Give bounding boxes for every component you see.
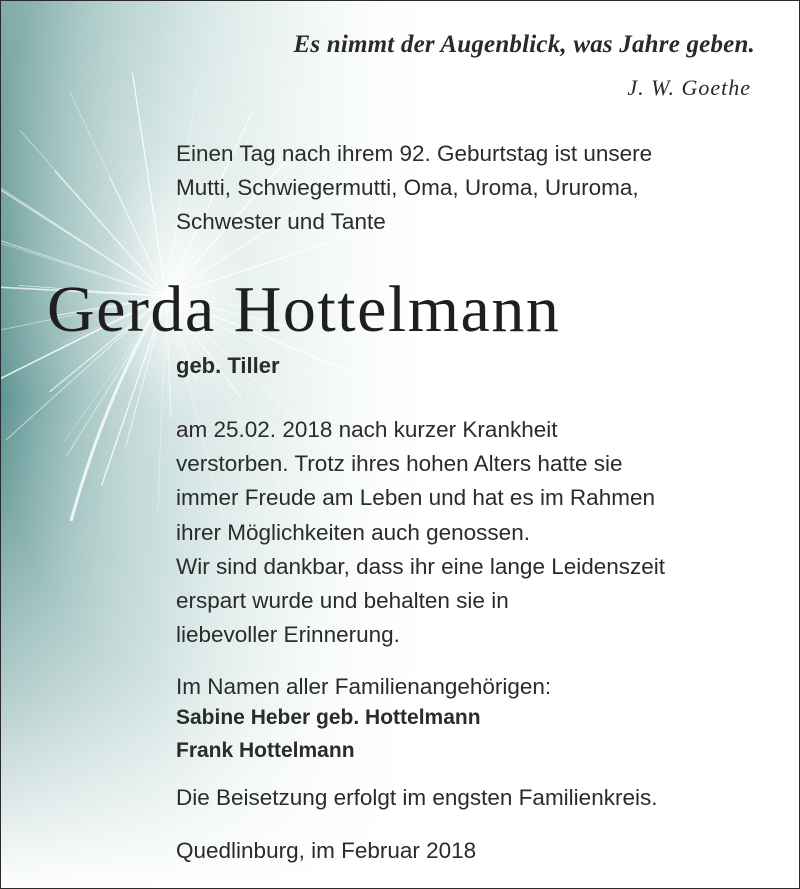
body-line: am 25.02. 2018 nach kurzer Krankheit: [176, 417, 558, 442]
body-line: liebevoller Erinnerung.: [176, 622, 400, 648]
signer-name: Sabine Heber geb. Hottelmann: [176, 706, 481, 729]
quote-author: J. W. Goethe: [627, 75, 751, 100]
intro-line: Einen Tag nach ihrem 92. Geburtstag ist unsere: [176, 141, 653, 166]
body-line: verstorben. Trotz ihres hohen Alters hatte sie: [176, 451, 623, 477]
signer-name: Frank Hottelmann: [176, 739, 355, 762]
maiden-name: geb. Tiller: [176, 353, 280, 378]
funeral-note: Die Beisetzung erfolgt im engsten Familienkreis.: [176, 785, 658, 810]
body-paragraph: [176, 413, 665, 652]
body-line: ihrer Möglichkeiten auch genossen.: [176, 519, 530, 545]
body-line: Wir sind dankbar, dass ihr eine lange Leidenszeit: [176, 553, 666, 579]
body-line: immer Freude am Leben und hat es im Rahmen: [176, 485, 655, 511]
body-line: erspart wurde und behalten sie in: [176, 588, 509, 614]
intro-paragraph: [176, 137, 652, 239]
family-intro: Im Namen aller Familienangehörigen:: [176, 674, 552, 699]
place-date: Quedlinburg, im Februar 2018: [176, 838, 477, 863]
deceased-name: Gerda Hottelmann: [47, 273, 561, 346]
intro-line: Schwester und Tante: [176, 209, 386, 234]
epigraph-quote: Es nimmt der Augenblick, was Jahre geben.: [293, 31, 755, 58]
intro-line: Mutti, Schwiegermutti, Oma, Uroma, Ururoma,: [176, 175, 639, 200]
